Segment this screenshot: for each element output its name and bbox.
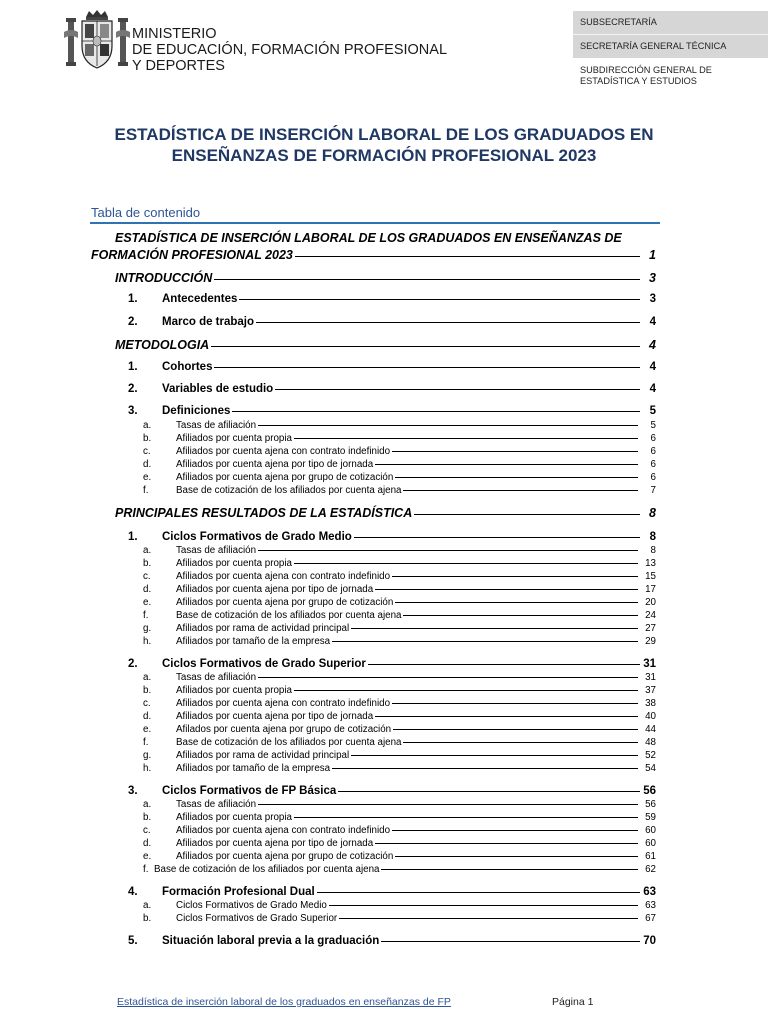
toc-leader-line xyxy=(214,367,640,368)
toc-leader-line xyxy=(395,856,638,857)
toc-leader-line xyxy=(393,729,638,730)
toc-entry-number: e. xyxy=(143,597,152,608)
toc-entry-page: 63 xyxy=(645,900,656,911)
toc-leader-line xyxy=(332,768,638,769)
toc-entry-page: 48 xyxy=(645,737,656,748)
toc-entry-number: b. xyxy=(143,558,152,569)
toc-entry[interactable] xyxy=(143,485,656,496)
toc-entry[interactable] xyxy=(115,506,656,520)
toc-leader-line xyxy=(332,641,638,642)
toc-leader-line xyxy=(392,703,638,704)
toc-entry-title: Afiliados por cuenta ajena por tipo de jornada xyxy=(176,838,374,849)
toc-leader-line xyxy=(211,346,640,347)
toc-leader-line xyxy=(375,464,638,465)
toc-entry-number: g. xyxy=(143,623,152,634)
toc-leader-line xyxy=(375,589,638,590)
toc-entry-page: 24 xyxy=(645,610,656,621)
toc-entry[interactable] xyxy=(128,383,656,395)
toc-entry-number: a. xyxy=(143,672,152,683)
toc-entry-title: Afilados por cuenta ajena por grupo de cotización xyxy=(176,724,392,735)
toc-entry-number: 1. xyxy=(128,531,138,543)
toc-entry-number: b. xyxy=(143,685,152,696)
toc-leader-line xyxy=(258,804,638,805)
toc-entry-title: Ciclos Formativos de Grado Medio xyxy=(162,531,352,543)
toc-entry-number: 2. xyxy=(128,383,138,395)
toc-entry-number: 5. xyxy=(128,935,138,947)
toc-entry-title: Situación laboral previa a la graduación xyxy=(162,935,380,947)
toc-entry-title: Afiliados por cuenta propia xyxy=(176,558,293,569)
subdireccion-label-1: SUBDIRECCIÓN GENERAL DE xyxy=(580,65,712,75)
toc-entry[interactable] xyxy=(143,446,656,457)
toc-entry-number: d. xyxy=(143,711,152,722)
secretaria-label: SECRETARÍA GENERAL TÉCNICA xyxy=(580,41,727,51)
toc-entry-number: b. xyxy=(143,433,152,444)
toc-entry-number: a. xyxy=(143,799,152,810)
toc-leader-line xyxy=(351,628,638,629)
toc-entry[interactable] xyxy=(128,658,656,670)
toc-entry-title: Afiliados por cuenta propia xyxy=(176,433,293,444)
toc-entry-page: 54 xyxy=(645,763,656,774)
toc-entry[interactable] xyxy=(143,672,656,683)
toc-entry-page: 15 xyxy=(645,571,656,582)
toc-entry-number: d. xyxy=(143,838,152,849)
toc-entry-number: a. xyxy=(143,545,152,556)
toc-entry-title: Afiliados por cuenta ajena con contrato indefinido xyxy=(176,446,391,457)
toc-entry-page: 4 xyxy=(649,383,656,395)
toc-leader-line xyxy=(294,690,638,691)
toc-entry-title: Tasas de afiliación xyxy=(176,672,257,683)
toc-entry-number: b. xyxy=(143,913,152,924)
toc-leader-line xyxy=(392,451,638,452)
toc-entry[interactable] xyxy=(143,864,656,875)
toc-entry-page: 3 xyxy=(649,271,656,285)
toc-entry-title: Afiliados por cuenta propia xyxy=(176,812,293,823)
toc-leader-line xyxy=(295,256,640,257)
toc-entry-page: 4 xyxy=(649,316,656,328)
toc-entry-page: 61 xyxy=(645,851,656,862)
toc-entry-title: Tasas de afiliación xyxy=(176,799,257,810)
toc-entry[interactable] xyxy=(143,472,656,483)
toc-entry-number: d. xyxy=(143,459,152,470)
toc-entry-page: 56 xyxy=(643,785,656,797)
toc-entry-title: Afiliados por rama de actividad principal xyxy=(176,750,350,761)
toc-entry[interactable] xyxy=(128,785,656,797)
toc-leader-line xyxy=(414,514,640,515)
toc-entry[interactable] xyxy=(143,711,656,722)
toc-leader-line xyxy=(381,869,638,870)
toc-entry-page: 8 xyxy=(649,506,656,520)
document-title-line-1: ESTADÍSTICA DE INSERCIÓN LABORAL DE LOS GRADUADOS EN xyxy=(114,125,654,144)
toc-entry-title: Afiliados por cuenta ajena con contrato indefinido xyxy=(176,571,391,582)
document-title xyxy=(60,124,708,166)
toc-entry[interactable] xyxy=(143,685,656,696)
toc-entry-page: 5 xyxy=(649,405,656,417)
toc-entry-number: 1. xyxy=(128,361,138,373)
toc-leader-line xyxy=(275,389,640,390)
toc-entry[interactable] xyxy=(143,597,656,608)
toc-entry-title: Formación Profesional Dual xyxy=(162,886,315,898)
toc-entry-number: 3. xyxy=(128,405,138,417)
toc-leader-line xyxy=(258,550,638,551)
toc-entry-page: 17 xyxy=(645,584,656,595)
toc-entry-page: 3 xyxy=(649,293,656,305)
toc-entry-doc-title-line-2[interactable] xyxy=(91,248,656,262)
toc-heading: Tabla de contenido xyxy=(91,205,201,220)
toc-leader-line xyxy=(375,843,638,844)
toc-entry[interactable] xyxy=(128,361,656,373)
toc-entry-title: Afiliados por cuenta ajena por grupo de cotización xyxy=(176,597,394,608)
subdireccion-label-2: ESTADÍSTICA Y ESTUDIOS xyxy=(580,76,697,86)
toc-entry-title: FORMACIÓN PROFESIONAL 2023 xyxy=(91,248,293,262)
toc-entry-title: PRINCIPALES RESULTADOS DE LA ESTADÍSTICA xyxy=(115,506,413,520)
toc-entry[interactable] xyxy=(143,433,656,444)
toc-entry-doc-title-line-1[interactable] xyxy=(115,231,642,245)
toc-entry-number: d. xyxy=(143,584,152,595)
toc-entry-title: Afiliados por cuenta ajena por tipo de jornada xyxy=(176,711,374,722)
toc-entry-number: h. xyxy=(143,763,152,774)
toc-entry[interactable] xyxy=(143,724,656,735)
toc-entry-title: Afiliados por cuenta ajena por tipo de jornada xyxy=(176,459,374,470)
toc-entry-page: 8 xyxy=(650,545,656,556)
toc-entry-page: 60 xyxy=(645,838,656,849)
toc-entry[interactable] xyxy=(128,405,656,417)
toc-entry-page: 37 xyxy=(645,685,656,696)
toc-entry[interactable] xyxy=(143,545,656,556)
toc-entry[interactable] xyxy=(128,531,656,543)
toc-leader-line xyxy=(256,322,640,323)
toc-entry[interactable] xyxy=(143,558,656,569)
toc-entry[interactable] xyxy=(143,851,656,862)
toc-entry-title: Afiliados por cuenta ajena por grupo de cotización xyxy=(176,472,394,483)
toc-entry-number: g. xyxy=(143,750,152,761)
toc-entry-title: Afiliados por cuenta ajena con contrato indefinido xyxy=(176,825,391,836)
toc-entry-title: METODOLOGIA xyxy=(115,338,210,352)
toc-entry-title: Afiliados por cuenta propia xyxy=(176,685,293,696)
toc-entry-page: 56 xyxy=(645,799,656,810)
toc-entry[interactable] xyxy=(143,610,656,621)
toc-entry[interactable] xyxy=(143,636,656,647)
toc-heading-rule xyxy=(90,222,660,224)
toc-entry[interactable] xyxy=(143,812,656,823)
toc-entry[interactable] xyxy=(128,935,656,947)
toc-entry-title: Cohortes xyxy=(162,361,213,373)
toc-entry-number: 2. xyxy=(128,316,138,328)
toc-entry-number: 4. xyxy=(128,886,138,898)
toc-leader-line xyxy=(239,299,640,300)
toc-entry-number: h. xyxy=(143,636,152,647)
toc-entry-number: e. xyxy=(143,472,152,483)
toc-entry-page: 52 xyxy=(645,750,656,761)
toc-entry[interactable] xyxy=(128,886,656,898)
toc-entry-page: 70 xyxy=(643,935,656,947)
toc-entry-page: 6 xyxy=(650,433,656,444)
toc-entry-title: Afiliados por cuenta ajena con contrato indefinido xyxy=(176,698,391,709)
footer-page-number: Página 1 xyxy=(552,996,594,1008)
toc-entry[interactable] xyxy=(143,737,656,748)
toc-entry[interactable] xyxy=(143,825,656,836)
toc-entry-page: 4 xyxy=(649,338,656,352)
toc-entry-number: c. xyxy=(143,825,151,836)
toc-leader-line xyxy=(381,941,640,942)
toc-entry-number: 2. xyxy=(128,658,138,670)
toc-entry-page: 29 xyxy=(645,636,656,647)
toc-entry[interactable] xyxy=(143,763,656,774)
toc-entry-title: Ciclos Formativos de Grado Medio xyxy=(176,900,327,911)
toc-entry[interactable] xyxy=(143,420,656,431)
toc-entry-page: 1 xyxy=(649,248,656,262)
toc-entry-number: a. xyxy=(143,900,152,911)
toc-entry[interactable] xyxy=(143,750,656,761)
ministry-line-3: Y DEPORTES xyxy=(132,58,225,74)
toc-leader-line xyxy=(392,830,638,831)
toc-leader-line xyxy=(375,716,638,717)
toc-leader-line xyxy=(351,755,638,756)
toc-entry-number: c. xyxy=(143,698,151,709)
toc-entry-title: Ciclos Formativos de Grado Superior xyxy=(176,913,338,924)
toc-entry-title: Definiciones xyxy=(162,405,231,417)
coat-of-arms-icon xyxy=(62,8,132,72)
toc-entry-page: 38 xyxy=(645,698,656,709)
toc-entry-page: 62 xyxy=(645,864,656,875)
toc-entry[interactable] xyxy=(143,698,656,709)
toc-leader-line xyxy=(294,438,638,439)
toc-entry-page: 7 xyxy=(650,485,656,496)
toc-entry-title: Ciclos Formativos de FP Básica xyxy=(162,785,337,797)
toc-leader-line xyxy=(392,576,638,577)
toc-entry-number: f. xyxy=(143,864,149,875)
toc-entry-title: Afiliados por tamaño de la empresa xyxy=(176,763,331,774)
ministry-line-2: DE EDUCACIÓN, FORMACIÓN PROFESIONAL xyxy=(132,42,448,58)
toc-leader-line xyxy=(403,615,638,616)
toc-entry-title: Base de cotización de los afiliados por cuenta ajena xyxy=(154,864,380,875)
toc-leader-line xyxy=(338,791,640,792)
toc-entry[interactable] xyxy=(128,293,656,305)
toc-entry-number: c. xyxy=(143,571,151,582)
toc-entry-title: Base de cotización de los afiliados por cuenta ajena xyxy=(176,737,402,748)
toc-entry[interactable] xyxy=(143,913,656,924)
toc-entry-title: Marco de trabajo xyxy=(162,316,255,328)
toc-entry-title: Variables de estudio xyxy=(162,383,274,395)
toc-entry[interactable] xyxy=(143,459,656,470)
toc-entry-page: 20 xyxy=(645,597,656,608)
toc-entry-number: e. xyxy=(143,724,152,735)
toc-leader-line xyxy=(317,892,640,893)
toc-entry-page: 31 xyxy=(643,658,656,670)
toc-entry[interactable] xyxy=(115,338,656,352)
toc-entry[interactable] xyxy=(115,271,656,285)
toc-entry-page: 4 xyxy=(649,361,656,373)
document-title-line-2: ENSEÑANZAS DE FORMACIÓN PROFESIONAL 2023 xyxy=(171,146,597,165)
page-header xyxy=(0,0,768,100)
toc-entry-number: 3. xyxy=(128,785,138,797)
toc-entry-page: 6 xyxy=(650,459,656,470)
toc-entry-title: ESTADÍSTICA DE INSERCIÓN LABORAL DE LOS GRADUADOS EN ENSEÑANZAS DE xyxy=(115,231,622,245)
toc-entry[interactable] xyxy=(143,799,656,810)
toc-entry[interactable] xyxy=(143,838,656,849)
toc-entry-page: 67 xyxy=(645,913,656,924)
toc-entry-number: e. xyxy=(143,851,152,862)
toc-entry[interactable] xyxy=(143,584,656,595)
toc-entry-page: 59 xyxy=(645,812,656,823)
toc-entry-number: b. xyxy=(143,812,152,823)
toc-entry[interactable] xyxy=(143,900,656,911)
toc-leader-line xyxy=(232,411,640,412)
toc-leader-line xyxy=(403,742,638,743)
ministry-line-1: MINISTERIO xyxy=(132,26,217,42)
toc-leader-line xyxy=(294,563,638,564)
toc-entry-title: Ciclos Formativos de Grado Superior xyxy=(162,658,366,670)
toc-entry-title: Tasas de afiliación xyxy=(176,420,257,431)
toc-entry-page: 60 xyxy=(645,825,656,836)
toc-entry-page: 8 xyxy=(649,531,656,543)
toc-entry[interactable] xyxy=(143,623,656,634)
toc-entry-page: 5 xyxy=(650,420,656,431)
toc-entry-title: Afiliados por rama de actividad principal xyxy=(176,623,350,634)
toc-entry-page: 44 xyxy=(645,724,656,735)
toc-leader-line xyxy=(258,677,638,678)
toc-entry-number: f. xyxy=(143,610,149,621)
toc-leader-line xyxy=(329,905,638,906)
toc-leader-line xyxy=(368,664,640,665)
ministry-name xyxy=(132,26,447,74)
toc-entry-title: Afiliados por cuenta ajena por tipo de jornada xyxy=(176,584,374,595)
toc-leader-line xyxy=(294,817,638,818)
department-divider xyxy=(573,34,768,35)
toc-entry-title: INTRODUCCIÓN xyxy=(115,271,213,285)
toc-leader-line xyxy=(214,279,640,280)
toc-entry-page: 63 xyxy=(643,886,656,898)
toc-entry-number: 1. xyxy=(128,293,138,305)
toc-entry-title: Base de cotización de los afiliados por cuenta ajena xyxy=(176,610,402,621)
toc-entry-title: Antecedentes xyxy=(162,293,238,305)
toc-entry-number: c. xyxy=(143,446,151,457)
subsecretaria-label: SUBSECRETARÍA xyxy=(580,17,657,27)
toc-leader-line xyxy=(403,490,638,491)
toc-entry-page: 13 xyxy=(645,558,656,569)
footer-document-link[interactable]: Estadística de inserción laboral de los graduados en enseñanzas de FP xyxy=(117,996,451,1008)
toc-entry-page: 40 xyxy=(645,711,656,722)
toc-entry-page: 27 xyxy=(645,623,656,634)
toc-entry-number: a. xyxy=(143,420,152,431)
toc-entry[interactable] xyxy=(143,571,656,582)
toc-leader-line xyxy=(354,537,640,538)
toc-entry-title: Base de cotización de los afiliados por cuenta ajena xyxy=(176,485,402,496)
toc-leader-line xyxy=(395,477,638,478)
toc-entry-title: Afiliados por cuenta ajena por grupo de cotización xyxy=(176,851,394,862)
toc-leader-line xyxy=(395,602,638,603)
toc-entry-page: 6 xyxy=(650,472,656,483)
toc-entry-page: 6 xyxy=(650,446,656,457)
toc-entry[interactable] xyxy=(128,316,656,328)
toc-entry-number: f. xyxy=(143,737,149,748)
toc-entry-page: 31 xyxy=(645,672,656,683)
toc-entry-title: Afiliados por tamaño de la empresa xyxy=(176,636,331,647)
toc-entry-number: f. xyxy=(143,485,149,496)
toc-entry-title: Tasas de afiliación xyxy=(176,545,257,556)
toc-leader-line xyxy=(258,425,638,426)
toc-leader-line xyxy=(339,918,638,919)
